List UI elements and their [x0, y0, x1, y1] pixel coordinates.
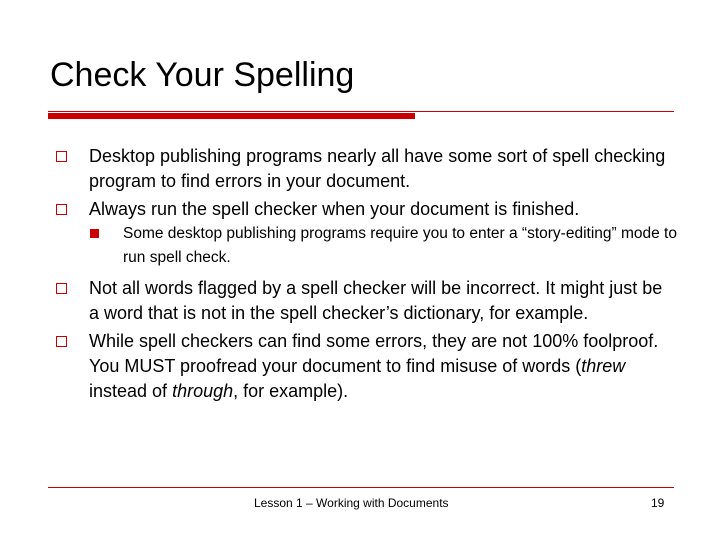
title-divider-thin [48, 111, 674, 112]
sub-bullet-item [52, 222, 677, 270]
bullet-text: Always run the spell checker when your document is finished. [89, 199, 580, 219]
bullet-item [52, 276, 677, 326]
bullet-item [52, 329, 677, 404]
footer-divider [48, 487, 674, 488]
footer-text: Lesson 1 – Working with Documents [254, 496, 449, 510]
bullet-text-start: While spell checkers can find some errors, they are not 100% foolproof. You MUST proofread your document to find misuse of words ( [89, 331, 659, 376]
hollow-square-bullet-icon [56, 204, 67, 215]
page-number: 19 [651, 496, 665, 510]
hollow-square-bullet-icon [56, 283, 67, 294]
bullet-text-middle: instead of [89, 381, 173, 401]
title-divider-thick [48, 113, 415, 119]
bullet-text-end: , for example). [233, 381, 349, 401]
filled-square-bullet-icon [90, 229, 99, 238]
bullet-list [52, 144, 677, 407]
hollow-square-bullet-icon [56, 336, 67, 347]
bullet-text: Desktop publishing programs nearly all have some sort of spell checking program to find errors in your document. [89, 146, 666, 191]
bullet-text: Not all words flagged by a spell checker will be incorrect. It might just be a word that is not in the spell checker’s dictionary, for example. [89, 278, 663, 323]
emphasis-word: through [172, 381, 234, 401]
emphasis-word: threw [581, 356, 626, 376]
slide-title: Check Your Spelling [50, 56, 355, 94]
hollow-square-bullet-icon [56, 151, 67, 162]
bullet-item [52, 197, 677, 222]
bullet-item [52, 144, 677, 194]
sub-bullet-text: Some desktop publishing programs require you to enter a “story-editing” mode to run spell check. [123, 225, 677, 266]
